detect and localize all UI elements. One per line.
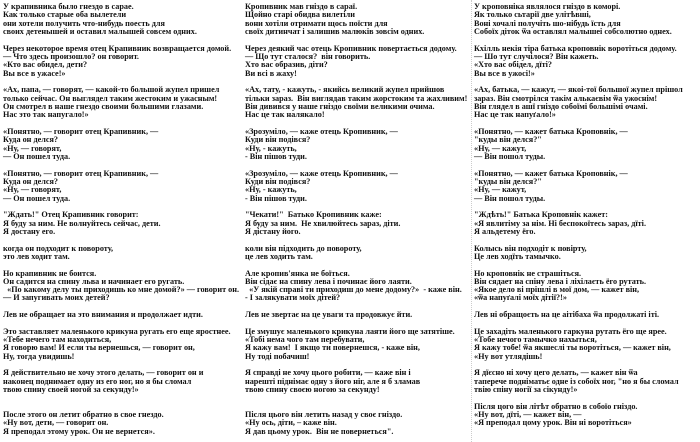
text-line: «Ах, папа, — говорят, — какой-то большой жупел пришел <box>3 85 220 95</box>
text-line: - Він пішов туди. <box>245 193 307 203</box>
text-line: Через деякий час отець Кропивник повертається додому. <box>245 43 457 53</box>
text-line: "Ждѣть!" Батька Кроповнік кажет: <box>474 210 609 220</box>
text-line: Он смотрел в наше гнездо своими большими глазами. <box>3 101 204 111</box>
text-line: Через некоторое время отец Крапивник возвращается домой. <box>3 43 232 53</box>
text-line: Но крапивник не боится. <box>3 268 97 278</box>
text-line: «Ну, — кажут, <box>474 185 527 195</box>
text-line: Після цього він летить назад у своє гніздо. <box>245 410 403 420</box>
text-line: Я дістану його. <box>245 226 301 236</box>
text-line: Я кажу вам! І якщо ти повернешся, - каже він, <box>245 343 420 353</box>
text-line: «Ах, батька, — кажут, — якоі-тої большої жупел прішол <box>474 85 683 95</box>
text-line: Я преподал этому урок. Он не вернется». <box>3 426 155 436</box>
text-line: нарешті піднімає одну з його ніг, але я б зламав <box>245 376 421 386</box>
text-line: «Якое дело ві прішлі в мої дом, — кажет він, <box>474 285 640 295</box>
text-line: Нас это так напугало!» <box>3 110 89 120</box>
text-line: своїх дитинчат і залишив малюків зовсім одних. <box>245 26 425 36</box>
text-line: Нас це так напуґало!» <box>474 110 556 120</box>
text-line: зараз. Він смотрілся такім алькаєвім ѿа ужоснім! <box>474 93 658 103</box>
text-line: «Ну ось, діти, – каже він. <box>245 418 337 428</box>
text-line: Как только старые оба вылетели <box>3 10 127 20</box>
text-line: Я действительно не хочу этого делать, — говорит он и <box>3 368 204 378</box>
text-line: только сейчас. Он выглядел таким жестоким и ужасным! <box>3 93 218 103</box>
text-line: "Ждать!" Отец Крапивник говорит: <box>3 210 139 220</box>
text-line: "Чекати!" Батько Кропивник каже: <box>245 210 382 220</box>
text-line: «Ну, — говорят, <box>3 143 62 153</box>
text-line: — Шо тут случілося? Він кажеть. <box>474 51 599 61</box>
text-line: «Я преподал цому урок. Він ні воротіться» <box>474 418 632 428</box>
text-line: «Ну, — кажут, <box>474 143 527 153</box>
text-line: «Понятно, — кажет батька Кроповнік, — <box>474 126 628 136</box>
text-line: Я дав цьому урок. Він не повернеться". <box>245 426 394 436</box>
text-line: коли він підходить до повороту, <box>245 243 362 253</box>
text-line: Я достану его. <box>3 226 56 236</box>
text-line: Після цого він літѣт обратно в собоїо гніздо. <box>474 401 638 411</box>
text-line: Це лев ходїть тамычко. <box>474 251 561 261</box>
text-line: Це змушує маленького крикуна лаяти його ще затятіше. <box>245 326 455 336</box>
text-line: наконец поднимает одну из его ног, но я бы сломал <box>3 376 192 386</box>
text-line: Собоїх діток ѿа оставлял малышеі собсолютно однех. <box>474 26 672 36</box>
text-line: «Ну вот, дети, — говорит он. <box>3 418 109 428</box>
text-line: таперече подніматьє одне із собоїх ног, "но я бы сломал <box>474 376 679 386</box>
text-line: У крапивника было гнездо в сарае. <box>3 2 134 11</box>
text-line: «ѿа напуґалі моїх дітії?!» <box>474 293 567 303</box>
text-line: Це захадіть маленького гаркуна рутать ёго ще ярее. <box>474 326 667 336</box>
text-line: твію спіну ногії за сікунду!» <box>474 385 578 395</box>
column-divider <box>471 0 473 442</box>
text-line: Куда он делся? <box>3 176 58 186</box>
text-line: — Что здесь произошло? он говорит. <box>3 51 139 61</box>
text-line: «У якій справі ти приходиш до мене додому?» - каже він. <box>245 285 462 295</box>
text-line: — Що тут сталося? він говорить. <box>245 51 371 61</box>
blank-line <box>3 394 239 402</box>
text-line: Хто вас образив, діти? <box>245 60 328 70</box>
text-line: це лев ходить там. <box>245 251 313 261</box>
text-line: «Кто вас обидел, дети? <box>3 60 88 70</box>
text-line: Куди він подівся? <box>245 135 311 145</box>
ukrainian-text-column <box>245 3 467 436</box>
text-line: Він глядел в ашї гніздо собоїмі большімі очамі. <box>474 101 648 111</box>
text-line: Щойно старі обидва вилетіли <box>245 10 355 20</box>
text-line: твою спину своєю ногою за секунду! <box>245 385 380 395</box>
text-line: Воні хочалі получіть шо-нібудь їсть для <box>474 18 621 28</box>
text-line: Но кроповнік не страшіться. <box>474 268 582 278</box>
text-line: «Я явлитіму за нім. Ні беспокоїтесь зараз, дїті. <box>474 218 646 228</box>
text-line: - І залякувати моїх дітей? <box>245 293 341 303</box>
text-line: Вы все в ужасе!» <box>3 68 66 78</box>
text-line: Нас це так налякало! <box>245 110 325 120</box>
text-line: «По какому делу ты приходишь ко мне домой?» — говорит он. <box>3 285 240 295</box>
text-line: своих детенышей и оставил малышей совсем одних. <box>3 26 197 36</box>
text-line: «Понятно, — кажет батька Кроповнік, — <box>474 168 628 178</box>
text-line: «Зрозуміло, — каже отець Кропивник, — <box>245 168 398 178</box>
text-line: У кроповніка являлося гніздо в коморі. <box>474 2 621 11</box>
text-line: Ну тоді побачиш! <box>245 351 310 361</box>
text-line: Куди він подівся? <box>245 176 311 186</box>
text-line: «Ну, — говорят, <box>3 185 62 195</box>
text-line: «Ну вот, дїті, — кажет він, — <box>474 410 582 420</box>
text-line: Я буду за ним. Не хвилюйтесь зараз, діти. <box>245 218 401 228</box>
text-line: Як только сьтарії две улітѣвші, <box>474 10 591 20</box>
text-line: — Він пошол туды. <box>474 151 546 161</box>
text-line: Вы все в ужосі!» <box>474 68 535 78</box>
text-line: Я дїєсно ні хочу цего делать, — кажет він ѿа <box>474 368 638 378</box>
text-line: Він сядает на спіну лева і ліхілаєть ёго рутать. <box>474 276 647 286</box>
text-line: "куды він делся?" <box>474 176 542 186</box>
text-line: Кропивник мав гніздо в сараї. <box>245 2 358 11</box>
text-line: «Понятно, — говорит отец Крапивник, — <box>3 168 159 178</box>
text-line: После этого он летит обратно в свое гнездо. <box>3 410 164 420</box>
text-line: тільки зараз. Він виглядав таким жорстоким та жахливим! <box>245 93 468 103</box>
text-line: Він дивився у наше гніздо своїми великими очима. <box>245 101 435 111</box>
dialect-text-column <box>474 3 683 428</box>
text-line: Я кажу тобе! ѿа якшеслі ты воротіться, — кажет він, <box>474 343 671 353</box>
text-line: Лев не обращает на это внимания и продолжает идти. <box>3 310 203 320</box>
text-line: Але кропив'янка не боїться. <box>245 268 350 278</box>
text-line: — Він пошол туды. <box>474 193 546 203</box>
russian-text-column <box>3 3 239 436</box>
text-line: вони хотіли отримати щось поїсти для <box>245 18 388 28</box>
text-line: Колысь він подходіт к повірту, <box>474 243 587 253</box>
text-line: — Он пошел туда. <box>3 151 71 161</box>
text-line: Я говорю вам! И если ты вернешься, — говорит он, <box>3 343 195 353</box>
blank-line <box>245 394 467 402</box>
text-line: Я справді не хочу цього робити, — каже він і <box>245 368 411 378</box>
text-line: «Ну вот утлядішь! <box>474 351 543 361</box>
text-line: это лев ходит там. <box>3 251 70 261</box>
text-line: «Хто вас обідел, дїті? <box>474 60 552 70</box>
text-line: - Він пішов туди. <box>245 151 307 161</box>
text-line: «Ну, - кажуть, <box>245 185 297 195</box>
text-line: Я альдетему ёго. <box>474 226 536 236</box>
text-line: Лев ні обращоєть на це аітібаха ѿа продолжаті іті. <box>474 310 660 320</box>
text-line: Он садится на спину льва и начинает его ругать. <box>3 276 185 286</box>
text-line: Куда он делся? <box>3 135 58 145</box>
text-line: Я буду за ним. Не волнуйтесь сейчас, дети. <box>3 218 161 228</box>
text-line: «Тебе нечего там находиться, <box>3 335 112 345</box>
text-line: твою спину своей ногой за секунду!» <box>3 385 139 395</box>
text-line: они хотели получить что-нибудь поесть для <box>3 18 165 28</box>
text-line: «Тобе нечого тамычко нахыться, <box>474 335 597 345</box>
text-line: Это заставляет маленького крикуна ругать его еще яростнее. <box>3 326 231 336</box>
text-line: Лев не звертає на це уваги та продовжує йти. <box>245 310 413 320</box>
text-line: «Понятно, — говорит отец Крапивник, — <box>3 126 159 136</box>
text-line: Він сідає на спину лева і починає його лаяти. <box>245 276 412 286</box>
text-line: — И запугивать моих детей? <box>3 293 110 303</box>
text-line: «Ну, - кажуть, <box>245 143 297 153</box>
text-line: когда он подходит к повороту, <box>3 243 114 253</box>
text-line: «Тобі нема чого там перебувати, <box>245 335 365 345</box>
text-line: — Он пошел туда. <box>3 193 71 203</box>
text-line: "куды він делся?" <box>474 135 542 145</box>
text-line: Кхілль некія тіра батька кроповнік воротіться додому. <box>474 43 677 53</box>
text-line: «Зрозуміло, — каже отець Кропивник, — <box>245 126 398 136</box>
text-line: Ви всі в жаху! <box>245 68 297 78</box>
text-line: «Ах, тату, - кажуть, - якийсь великий жупел прийшов <box>245 85 445 95</box>
text-line: Ну, тогда увидишь! <box>3 351 75 361</box>
